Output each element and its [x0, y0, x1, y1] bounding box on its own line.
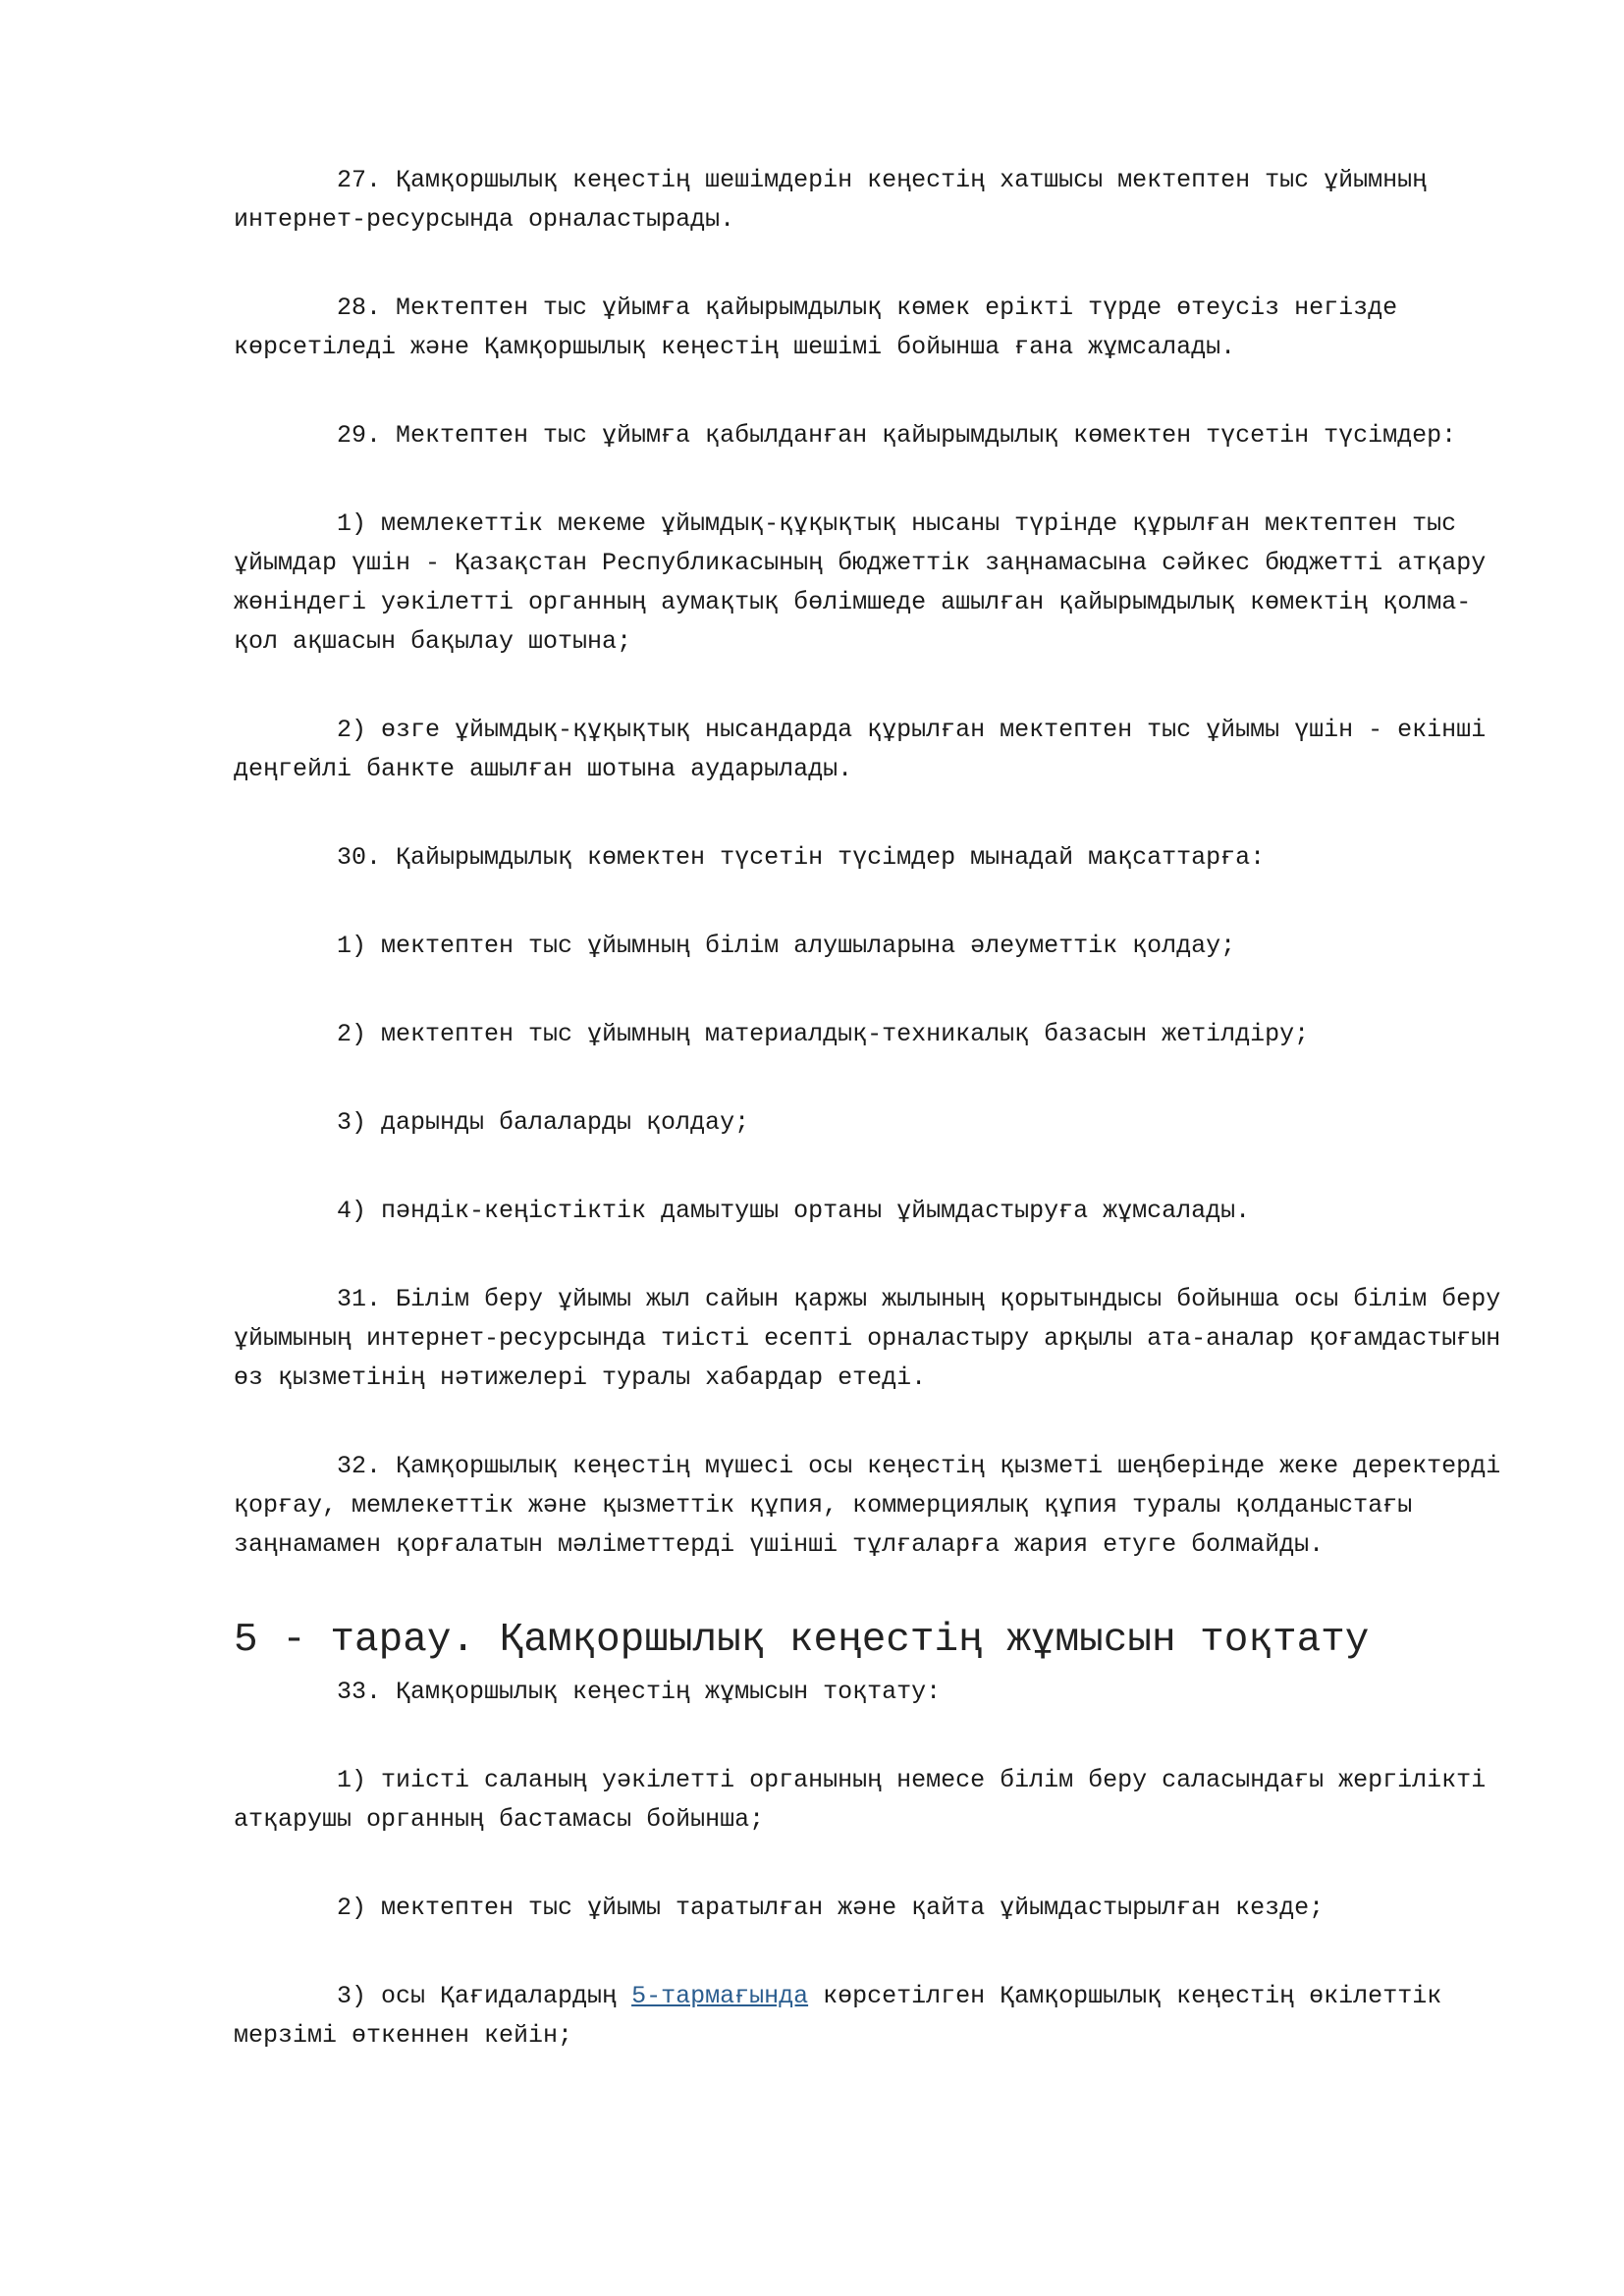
paragraph-33-item-3-text-after: көрсетілген Қамқоршылық кеңестің өкілеттік мерзімі өткеннен кейін;	[234, 1982, 1457, 2050]
paragraph-30-item-3: 3) дарынды балаларды қолдау;	[337, 1108, 750, 1137]
paragraph-31: 31. Білім беру ұйымы жыл сайын қаржы жылының қорытындысы бойынша осы білім беру ұйымының интернет-ресурсында тиісті есепті орналастыру арқылы ата-аналар қоғамдастығын өз қызметінің нәтижелері туралы хабардар етеді.	[234, 1285, 1516, 1392]
paragraph-32: 32. Қамқоршылық кеңестің мүшесі осы кеңестің қызметі шеңберінде жеке деректерді қорғау, мемлекеттік және қызметтік құпия, коммерциялық құпия туралы қолданыстағы заңнамамен қорғалатын мәліметтерді үшінші тұлғаларға жария етуге болмайды.	[234, 1452, 1516, 1559]
paragraph-33-item-3	[234, 1977, 1510, 2056]
paragraph-29: 29. Мектептен тыс ұйымға қабылданған қайырымдылық көмектен түсетін түсімдер:	[337, 421, 1457, 450]
paragraph-30-item-1: 1) мектептен тыс ұйымның білім алушыларына әлеуметтік қолдау;	[337, 932, 1236, 960]
paragraph-30-item-4: 4) пәндік-кеңістіктік дамытушы ортаны ұйымдастыруға жұмсалады.	[337, 1197, 1251, 1225]
document-page	[234, 161, 1516, 2056]
paragraph-30: 30. Қайырымдылық көмектен түсетін түсімдер мынадай мақсаттарға:	[337, 843, 1266, 872]
paragraph-28: 28. Мектептен тыс ұйымға қайырымдылық көмек ерікті түрде өтеусіз негізде көрсетіледі және Қамқоршылық кеңестің шешімі бойынша ғана жұмсалады.	[234, 294, 1413, 361]
paragraph-29-item-1: 1) мемлекеттік мекеме ұйымдық-құқықтық нысаны түрінде құрылған мектептен тыс ұйымдар үшін - Қазақстан Республикасының бюджеттік заңнамасына сәйкес бюджетті атқару жөніндегі уәкілетті органның аумақтық бөлімшеде ашылған қайырымдылық көмектің қолма-қол ақшасын бақылау шотына;	[234, 509, 1501, 656]
paragraph-33: 33. Қамқоршылық кеңестің жұмысын тоқтату:	[337, 1678, 942, 1706]
clause-5-link[interactable]: 5-тармағында	[631, 1982, 809, 2010]
paragraph-30-item-2: 2) мектептен тыс ұйымның материалдық-техникалық базасын жетілдіру;	[337, 1020, 1310, 1048]
section-heading-chapter-5: 5 - тарау. Қамқоршылық кеңестің жұмысын тоқтату	[234, 1618, 1370, 1663]
paragraph-33-item-1: 1) тиісті саланың уәкілетті органының немесе білім беру саласындағы жергілікті атқарушы органның бастамасы бойынша;	[234, 1766, 1501, 1834]
paragraph-33-item-2: 2) мектептен тыс ұйымы таратылған және қайта ұйымдастырылған кезде;	[337, 1894, 1325, 1922]
paragraph-33-item-3-text-before: 3) осы Қағидалардың	[337, 1982, 632, 2010]
paragraph-27: 27. Қамқоршылық кеңестің шешімдерін кеңестің хатшысы мектептен тыс ұйымның интернет-ресурсында орналастырады.	[234, 166, 1442, 234]
paragraph-29-item-2: 2) өзге ұйымдық-құқықтық нысандарда құрылған мектептен тыс ұйымы үшін - екінші деңгейлі банкте ашылған шотына аударылады.	[234, 716, 1501, 783]
